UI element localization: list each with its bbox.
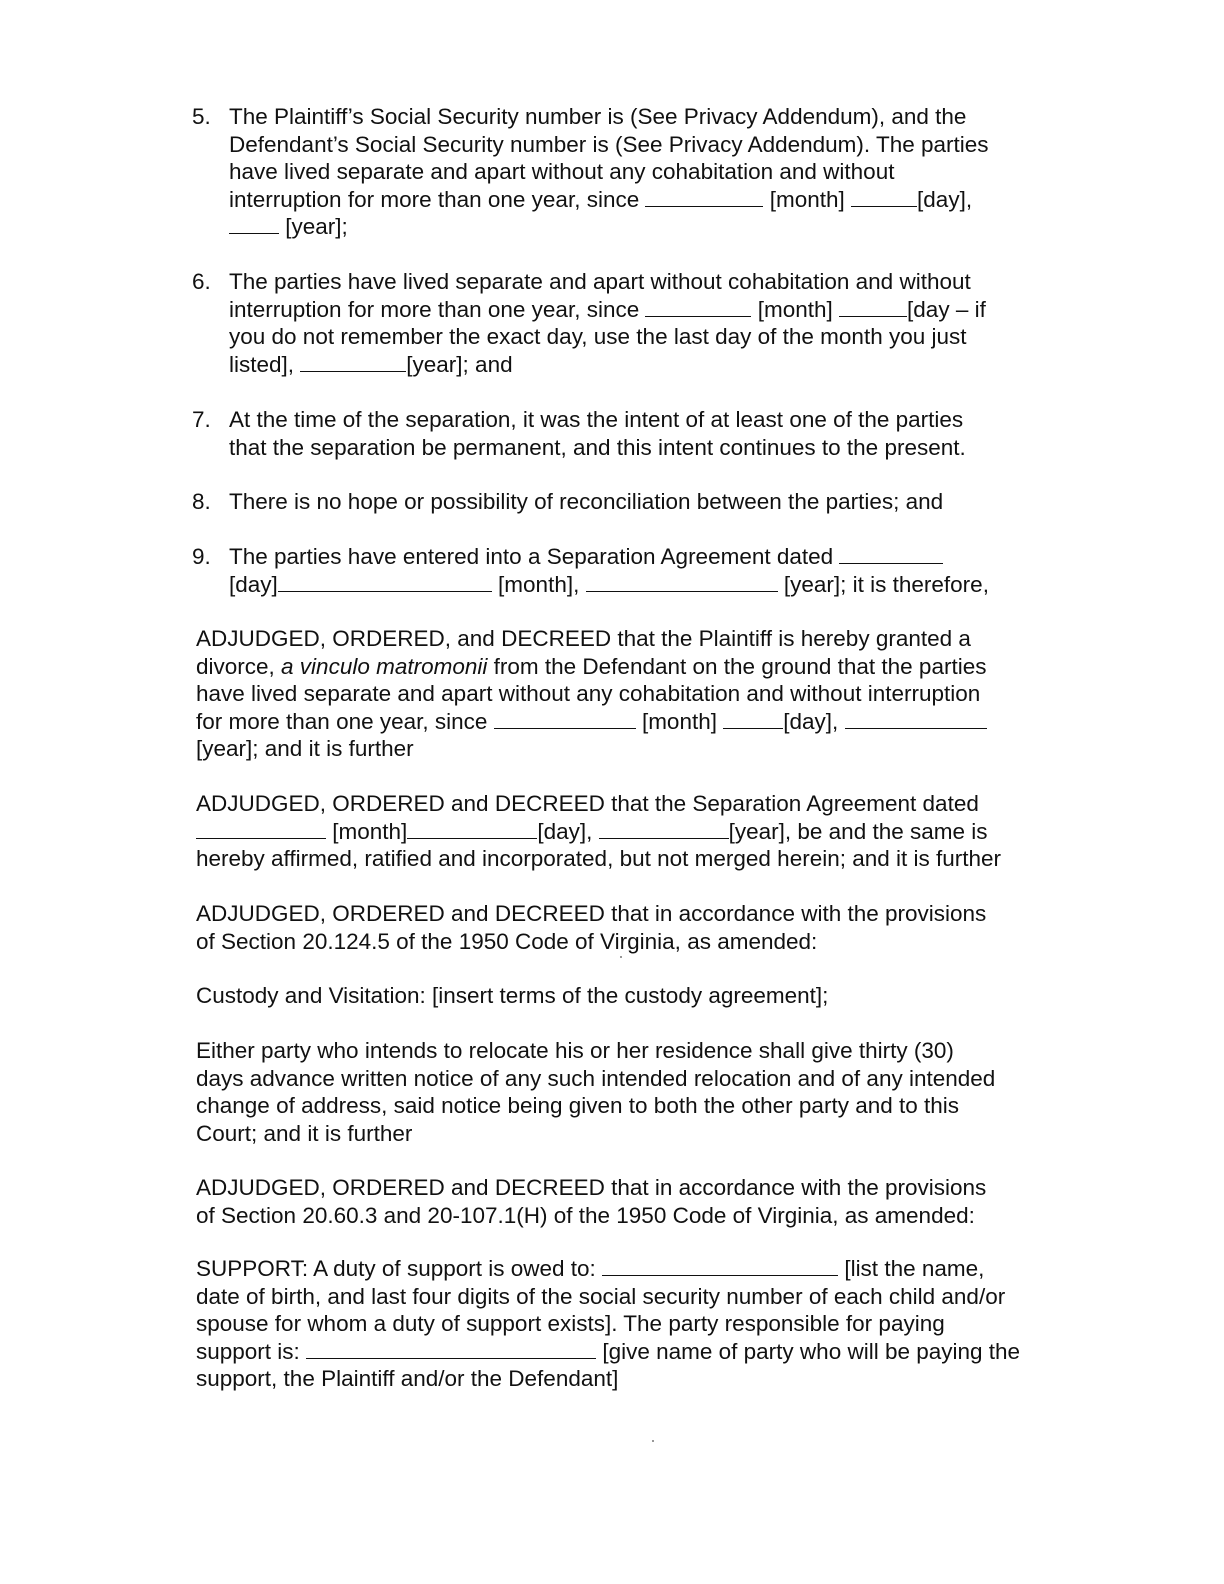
list-item-7	[192, 406, 1072, 461]
year-blank	[599, 818, 729, 839]
support-recipient-blank	[602, 1255, 838, 1276]
text-line: ADJUDGED, ORDERED and DECREED that in accordance with the provisions	[196, 1175, 987, 1200]
text-segment: [month]	[641, 708, 724, 734]
text-line	[229, 186, 1072, 214]
text-line	[229, 351, 1072, 379]
text-segment: [month]	[769, 186, 852, 212]
day-blank	[407, 818, 537, 839]
text-segment: [give name of party who will be paying the	[602, 1338, 1021, 1364]
text-segment: The parties have entered into a Separation Agreement dated	[229, 544, 834, 569]
text-line: Defendant’s Social Security number is (See Privacy Addendum). The parties	[229, 131, 989, 157]
list-number: 5.	[192, 104, 211, 129]
text-line: hereby affirmed, ratified and incorporated, but not merged herein; and it is further	[196, 846, 1002, 871]
custody-paragraph	[196, 982, 1066, 1010]
text-line: There is no hope or possibility of reconciliation between the parties; and	[229, 489, 944, 514]
text-line	[229, 543, 1072, 571]
day-blank	[851, 186, 917, 207]
month-blank	[494, 708, 636, 729]
text-line: date of birth, and last four digits of the social security number of each child and/or	[196, 1283, 1006, 1309]
day-blank	[723, 708, 783, 729]
support-paragraph	[196, 1255, 1066, 1393]
text-segment: support is:	[196, 1338, 307, 1364]
list-item-9	[192, 543, 1072, 598]
text-segment: [list the name,	[844, 1256, 985, 1281]
text-line: spouse for whom a duty of support exists]. The party responsible for paying	[196, 1311, 945, 1336]
list-number: 7.	[192, 407, 211, 432]
text-segment: divorce,	[196, 653, 282, 679]
list-number: 6.	[192, 269, 211, 294]
text-line: of Section 20.124.5 of the 1950 Code of Virginia, as amended:	[196, 928, 818, 954]
text-segment: [month],	[498, 571, 586, 597]
relocation-paragraph	[196, 1037, 1066, 1147]
list-number: 8.	[192, 489, 211, 514]
date-blank	[839, 543, 943, 564]
decree-paragraph-divorce	[196, 625, 1066, 763]
day-blank	[278, 571, 492, 592]
month-blank	[586, 571, 778, 592]
text-segment: [day]	[229, 571, 278, 597]
text-segment: interruption for more than one year, since	[229, 186, 646, 212]
text-line	[196, 818, 1066, 846]
text-segment: from the Defendant on the ground that the parties	[487, 653, 987, 679]
text-line: have lived separate and apart without any cohabitation and without interruption	[196, 681, 981, 706]
text-line: At the time of the separation, it was the intent of at least one of the parties	[229, 407, 964, 432]
text-line	[196, 708, 1066, 736]
text-segment: SUPPORT: A duty of support is owed to:	[196, 1256, 603, 1281]
list-item-8	[192, 488, 1072, 516]
text-segment: [day],	[783, 708, 839, 734]
day-blank	[839, 296, 907, 317]
text-line	[196, 1338, 1066, 1366]
text-line: that the separation be permanent, and this intent continues to the present.	[229, 434, 966, 460]
month-blank	[645, 186, 763, 207]
year-blank	[229, 213, 279, 234]
text-line: ADJUDGED, ORDERED, and DECREED that the Plaintiff is hereby granted a	[196, 626, 971, 651]
scan-speck	[620, 956, 622, 958]
text-line: ADJUDGED, ORDERED and DECREED that in accordance with the provisions	[196, 901, 987, 926]
text-line: Custody and Visitation: [insert terms of the custody agreement];	[196, 983, 829, 1008]
year-blank	[845, 708, 987, 729]
month-blank	[645, 296, 751, 317]
text-line: [year]; and it is further	[196, 736, 414, 761]
text-line: Either party who intends to relocate his or her residence shall give thirty (30)	[196, 1038, 954, 1063]
text-line: days advance written notice of any such intended relocation and of any intended	[196, 1065, 996, 1091]
month-blank	[196, 818, 326, 839]
text-segment: [year]; and	[406, 351, 513, 377]
scan-speck	[652, 1440, 654, 1442]
paying-party-blank	[306, 1338, 596, 1359]
text-line: Court; and it is further	[196, 1120, 413, 1146]
text-line: you do not remember the exact day, use the last day of the month you just	[229, 324, 967, 349]
list-item-5	[192, 103, 1072, 241]
text-line: of Section 20.60.3 and 20-107.1(H) of the 1950 Code of Virginia, as amended:	[196, 1202, 975, 1228]
text-line	[229, 213, 1072, 241]
text-line: ADJUDGED, ORDERED and DECREED that the Separation Agreement dated	[196, 791, 979, 816]
text-segment: [day],	[537, 818, 593, 844]
text-line	[229, 571, 1072, 599]
text-line	[196, 653, 1066, 681]
list-item-6	[192, 268, 1072, 378]
text-segment: [year];	[285, 214, 348, 239]
text-segment: [year], be and the same is	[728, 818, 988, 844]
text-line	[196, 1255, 1066, 1283]
text-segment: interruption for more than one year, since	[229, 296, 646, 322]
text-segment: [day – if	[907, 296, 986, 322]
list-number: 9.	[192, 544, 211, 569]
text-line: change of address, said notice being given to both the other party and to this	[196, 1093, 960, 1118]
text-line	[229, 296, 1072, 324]
text-line: have lived separate and apart without any cohabitation and without	[229, 159, 895, 184]
text-segment: [month]	[332, 818, 408, 844]
text-line: support, the Plaintiff and/or the Defendant]	[196, 1366, 619, 1391]
text-segment: [month]	[757, 296, 840, 322]
text-segment: for more than one year, since	[196, 708, 494, 734]
text-line: The parties have lived separate and apart without cohabitation and without	[229, 269, 971, 294]
text-segment: listed],	[229, 351, 301, 377]
decree-paragraph-agreement	[196, 790, 1066, 873]
year-blank	[300, 351, 406, 372]
latin-phrase: a vinculo matromonii	[281, 653, 488, 679]
decree-paragraph-custody-code	[196, 900, 1066, 955]
text-segment: [year]; it is therefore,	[783, 571, 989, 597]
decree-paragraph-support-code	[196, 1174, 1066, 1229]
text-line: The Plaintiff’s Social Security number is (See Privacy Addendum), and the	[229, 104, 967, 129]
text-segment: [day],	[917, 186, 973, 212]
